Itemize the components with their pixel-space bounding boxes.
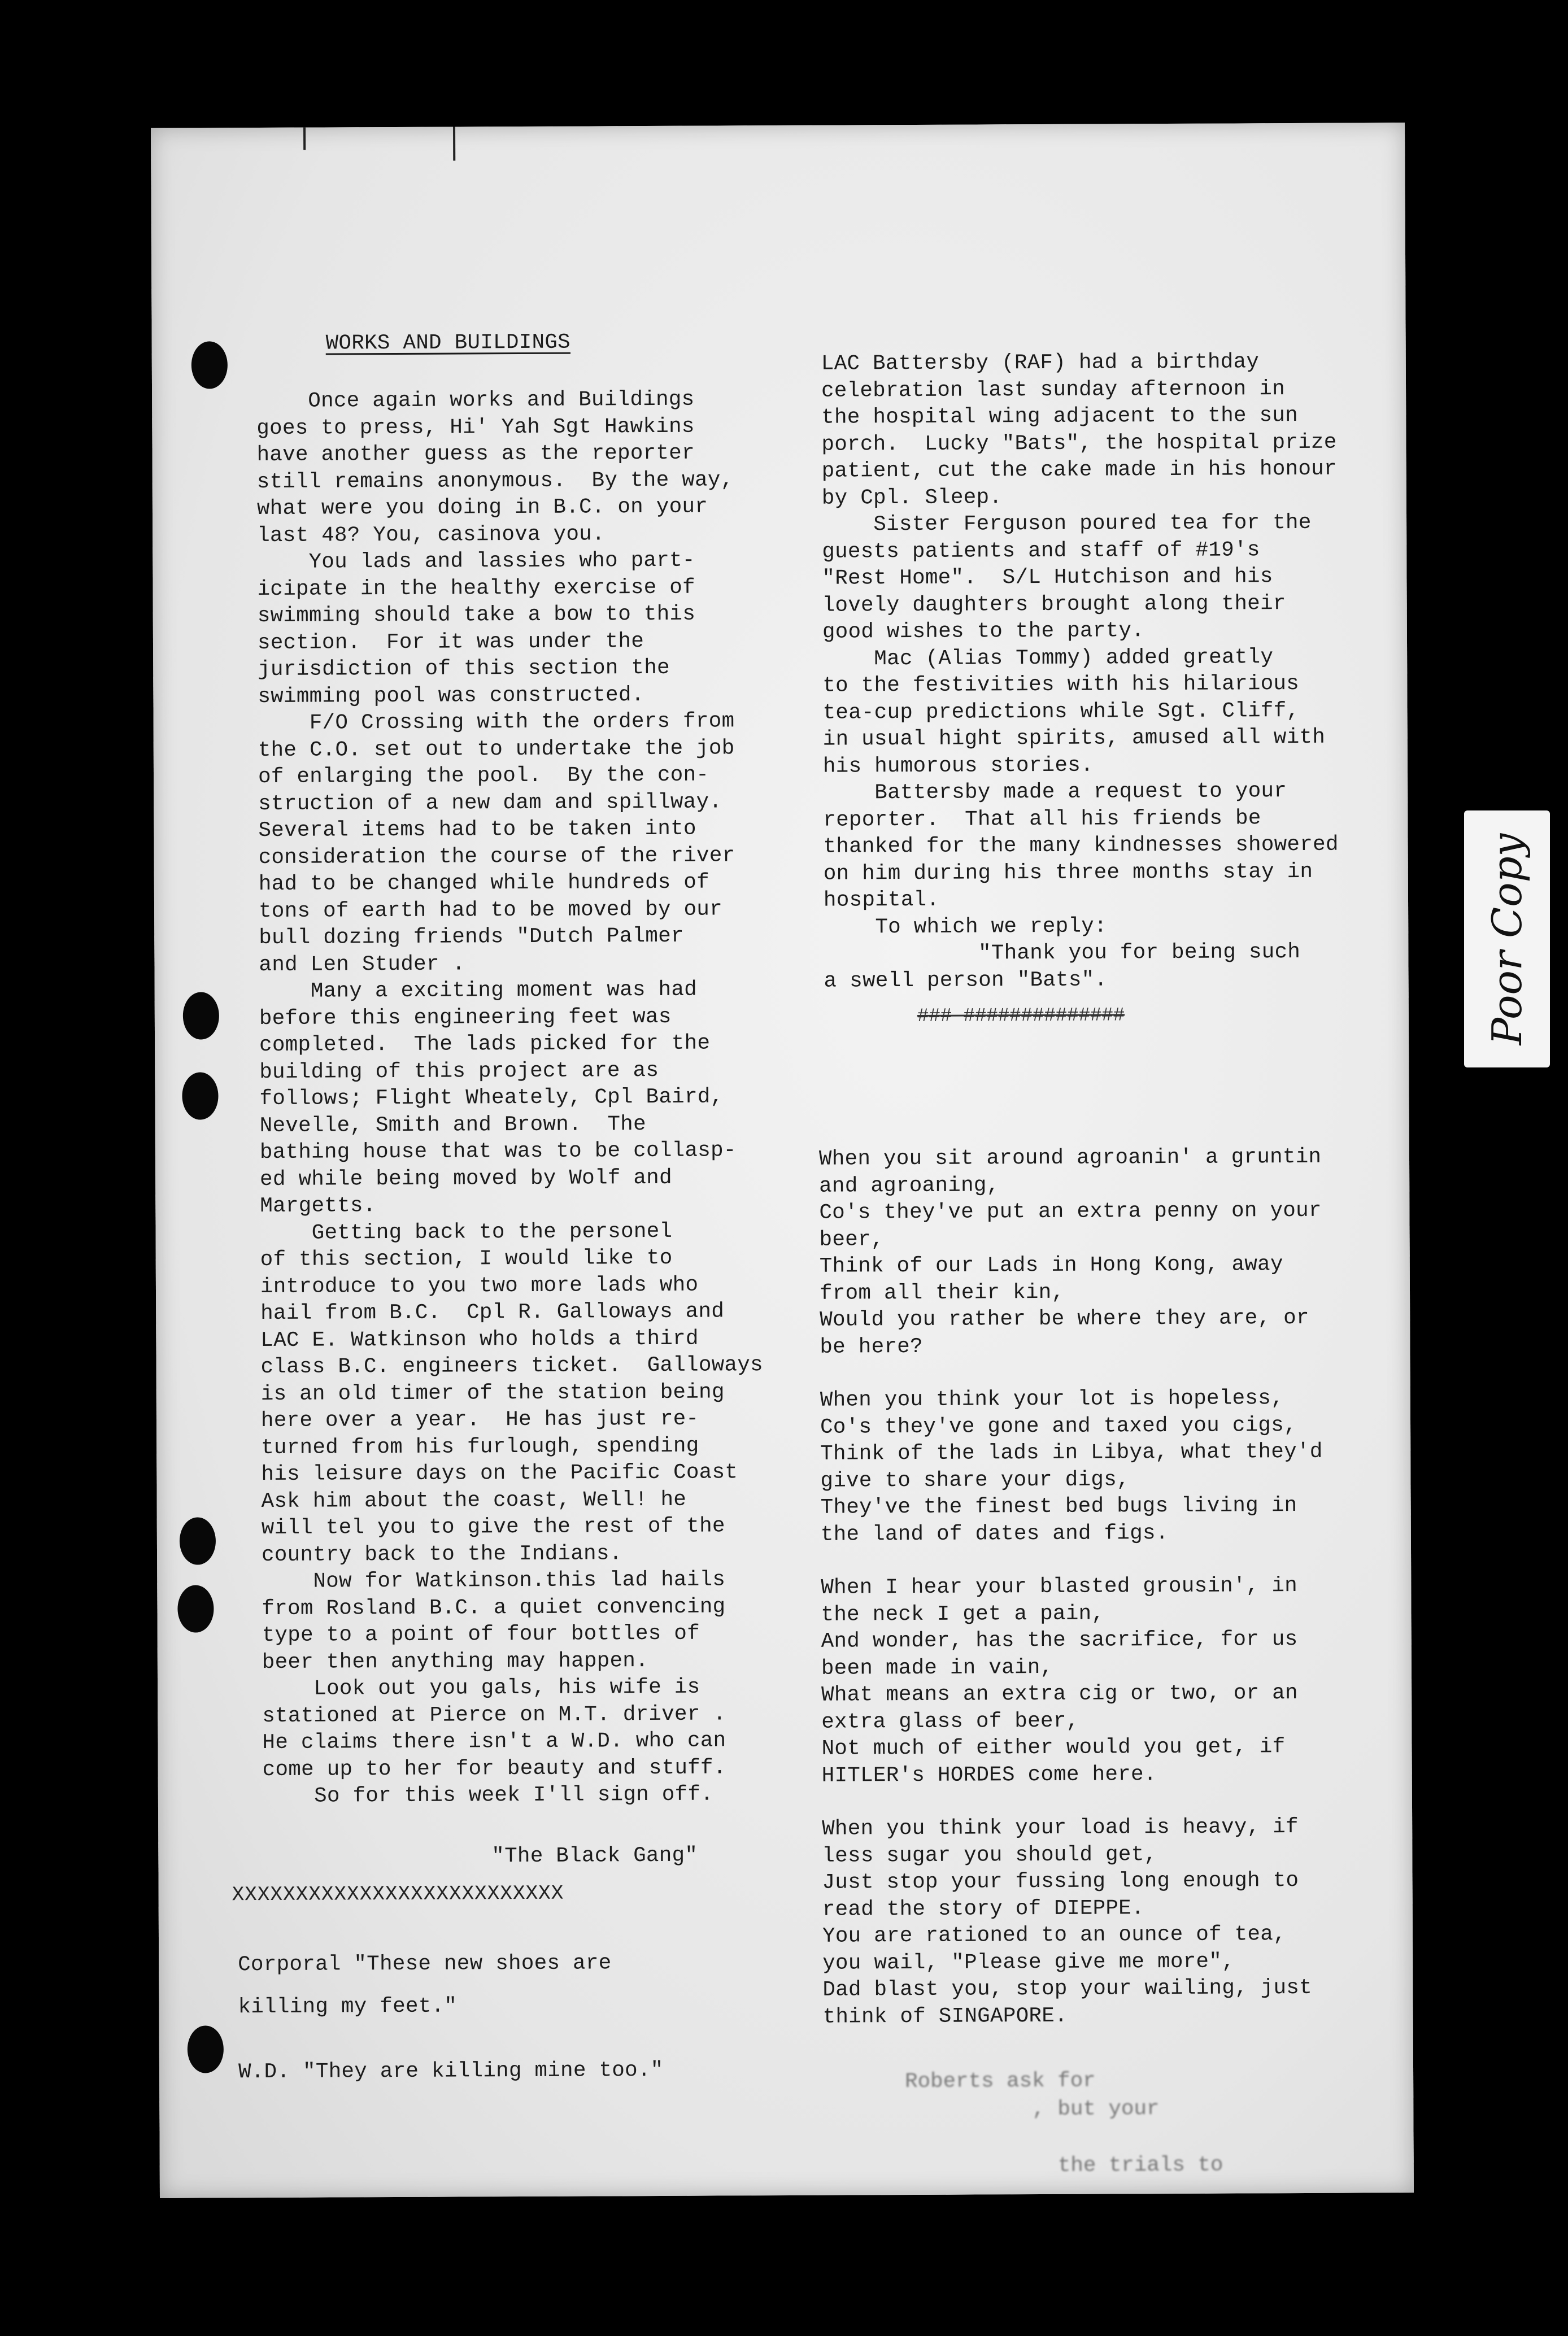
scan-mark	[303, 128, 306, 150]
stanza-gap	[821, 1546, 1323, 1575]
text-line: Many a exciting moment was had	[259, 978, 698, 1004]
right-column-body	[821, 349, 1339, 995]
poem-line: They've the finest bed bugs living in	[820, 1494, 1297, 1520]
punch-hole	[180, 1517, 216, 1564]
poor-copy-text: Poor Copy	[1483, 833, 1531, 1045]
text-line: You lads and lassies who part-	[257, 548, 695, 575]
text-line: tea-cup predictions while Sgt. Cliff,	[822, 699, 1300, 725]
text-line: a swell person "Bats".	[824, 967, 1108, 993]
text-line: from Rosland B.C. a quiet convencing	[262, 1594, 726, 1621]
text-line: porch. Lucky "Bats", the hospital prize	[821, 430, 1337, 457]
text-line: hail from B.C. Cpl R. Galloways and	[260, 1300, 725, 1326]
poem-line: When you think your lot is hopeless,	[820, 1387, 1284, 1413]
text-line: of this section, I would like to	[260, 1246, 673, 1272]
text-line: will tel you to give the rest of the	[261, 1514, 725, 1541]
poem-line: You are rationed to an ounce of tea,	[822, 1923, 1287, 1949]
poem-line: give to share your digs,	[820, 1467, 1130, 1493]
poem-line: And wonder, has the sacrifice, for us	[821, 1628, 1298, 1654]
text-line: To which we reply:	[824, 914, 1107, 940]
text-line: building of this project are as	[259, 1058, 659, 1084]
poem-line: When you sit around agroanin' a gruntin	[818, 1145, 1322, 1171]
text-line: ed while being moved by Wolf and	[260, 1166, 672, 1192]
punch-hole	[183, 992, 219, 1039]
left-column-body	[256, 386, 765, 1810]
text-line: icipate in the healthy exercise of	[257, 576, 695, 602]
poem-line: the land of dates and figs.	[820, 1521, 1169, 1547]
text-line: guests patients and staff of #19's	[822, 538, 1260, 564]
text-line: bathing house that was to be collasp-	[259, 1139, 737, 1165]
faded-text	[803, 2067, 1223, 2181]
poem-line: Not much of either would you get, if	[821, 1735, 1286, 1761]
text-line: by Cpl. Sleep.	[821, 485, 1003, 511]
poem-line: HITLER's HORDES come here.	[821, 1762, 1157, 1788]
poem-line: Co's they've gone and taxed you cigs,	[820, 1413, 1297, 1440]
text-line: country back to the Indians.	[261, 1541, 622, 1567]
text-line: reporter. That all his friends be	[823, 806, 1261, 833]
text-line: follows; Flight Wheately, Cpl Baird,	[259, 1085, 724, 1112]
scan-mark	[453, 127, 455, 161]
poem-line: When you think your load is heavy, if	[822, 1815, 1299, 1841]
separator-line: ### ##############	[917, 1005, 1125, 1027]
text-line: Look out you gals, his wife is	[262, 1675, 700, 1702]
text-line: is an old timer of the station being	[260, 1380, 725, 1406]
text-line: "Thank you for being such	[824, 940, 1301, 966]
text-line: tons of earth had to be moved by our	[258, 897, 723, 923]
text-line: Nevelle, Smith and Brown. The	[259, 1112, 646, 1138]
poem	[819, 1144, 1325, 2031]
joke-line: W.D. "They are killing mine too."	[238, 2058, 664, 2085]
text-line: Mac (Alias Tommy) added greatly	[822, 645, 1274, 672]
poem-line: extra glass of beer,	[821, 1709, 1079, 1734]
text-line: section. For it was under the	[257, 629, 644, 655]
text-line: struction of a new dam and spillway.	[258, 790, 722, 816]
text-line: LAC Battersby (RAF) had a birthday	[821, 350, 1260, 376]
text-line: stationed at Pierce on M.T. driver .	[262, 1702, 726, 1728]
text-line: celebration last sunday afternoon in	[821, 377, 1286, 403]
poem-line: Co's they've put an extra penny on your	[819, 1198, 1322, 1225]
document-page	[151, 123, 1414, 2198]
text-line: beer then anything may happen.	[262, 1649, 649, 1675]
poem-line: been made in vain,	[821, 1655, 1053, 1681]
text-line: come up to her for beauty and stuff.	[262, 1755, 726, 1782]
text-line: Getting back to the personel	[260, 1219, 673, 1245]
text-line: LAC E. Watkinson who holds a third	[260, 1327, 699, 1353]
separator-line: XXXXXXXXXXXXXXXXXXXXXXXXXX	[232, 1881, 564, 1907]
text-line: swimming should take a bow to this	[257, 602, 696, 629]
punch-hole	[188, 2025, 224, 2073]
text-line: to the festivities with his hilarious	[822, 672, 1300, 698]
text-line: thanked for the many kindnesses showered	[823, 833, 1339, 859]
poem-line: Think of our Lads in Hong Kong, away	[819, 1253, 1283, 1279]
text-line: his humorous stories.	[822, 753, 1094, 779]
poor-copy-label	[1464, 810, 1550, 1067]
text-line: good wishes to the party.	[822, 619, 1145, 644]
faded-line: , but your	[803, 2097, 1160, 2123]
text-line: F/O Crossing with the orders from	[258, 709, 735, 736]
text-line: here over a year. He has just re-	[260, 1407, 699, 1433]
text-line: his leisure days on the Pacific Coast	[261, 1461, 738, 1487]
text-line: swimming pool was constructed.	[258, 683, 644, 709]
text-line: consideration the course of the river	[258, 843, 735, 870]
poem-line: from all their kin,	[819, 1280, 1065, 1306]
text-line: introduce to you two more lads who	[260, 1273, 699, 1299]
text-line: hospital.	[823, 888, 940, 913]
text-line: on him during his three months stay in	[823, 860, 1313, 886]
text-line: He claims there isn't a W.D. who can	[262, 1729, 726, 1755]
text-line: Once again works and Buildings	[256, 387, 695, 414]
text-line: have another guess as the reporter	[256, 441, 695, 468]
poem-line: Think of the lads in Libya, what they'd	[820, 1440, 1323, 1466]
poem-line: think of SINGAPORE.	[822, 2004, 1068, 2029]
text-line: last 48? You, casinova you.	[257, 522, 605, 548]
text-line: lovely daughters brought along their	[822, 591, 1286, 618]
text-line: of enlarging the pool. By the con-	[258, 763, 709, 790]
text-line: Sister Ferguson poured tea for the	[822, 511, 1312, 537]
text-line: goes to press, Hi' Yah Sgt Hawkins	[256, 415, 695, 441]
text-line: So for this week I'll sign off.	[262, 1782, 714, 1809]
poem-line: Dad blast you, stop your wailing, just	[822, 1976, 1313, 2002]
signature: "The Black Gang"	[491, 1843, 698, 1869]
poem-line: What means an extra cig or two, or an	[821, 1681, 1298, 1707]
text-line: turned from his furlough, spending	[261, 1434, 699, 1460]
text-line: and Len Studer .	[259, 952, 465, 977]
poem-line: be here?	[820, 1335, 923, 1359]
stanza-gap	[820, 1359, 1323, 1388]
section-heading: WORKS AND BUILDINGS	[325, 330, 571, 356]
text-line: bull dozing friends "Dutch Palmer	[259, 924, 684, 951]
joke-line: Corporal "These new shoes are	[238, 1951, 612, 1977]
punch-hole	[191, 341, 228, 389]
joke-line: killing my feet."	[238, 1994, 458, 2020]
text-line: "Rest Home". S/L Hutchison and his	[822, 565, 1273, 591]
text-line: Several items had to be taken into	[258, 817, 696, 843]
text-line: completed. The lads picked for the	[259, 1031, 711, 1058]
text-line: class B.C. engineers ticket. Galloways	[260, 1353, 764, 1380]
poem-line: less sugar you should get,	[822, 1842, 1157, 1868]
text-line: Ask him about the coast, Well! he	[261, 1488, 687, 1514]
poem-line: and agroaning,	[819, 1173, 1000, 1198]
text-line: the C.O. set out to undertake the job	[258, 736, 735, 762]
punch-hole	[177, 1585, 214, 1632]
text-line: in usual hight spirits, amused all with	[822, 725, 1326, 752]
text-line: the hospital wing adjacent to the sun	[821, 404, 1299, 430]
text-line: type to a point of four bottles of	[262, 1622, 700, 1648]
text-line: Battersby made a request to your	[823, 779, 1287, 805]
text-line: jurisdiction of this section the	[258, 656, 670, 682]
poem-line: Just stop your fussing long enough to	[822, 1869, 1299, 1895]
punch-hole	[182, 1072, 218, 1119]
poem-line: Would you rather be where they are, or	[820, 1306, 1309, 1332]
text-line: before this engineering feet was	[259, 1005, 672, 1031]
poem-line: read the story of DIEPPE.	[822, 1896, 1144, 1922]
text-line: had to be changed while hundreds of	[258, 870, 710, 897]
faded-line: the trials to	[803, 2153, 1223, 2179]
poem-line: you wail, "Please give me more",	[822, 1950, 1235, 1976]
poem-line: beer,	[819, 1227, 884, 1252]
faded-line: Roberts ask for	[803, 2069, 1096, 2094]
text-line: Now for Watkinson.this lad hails	[262, 1568, 726, 1594]
text-line: what were you doing in B.C. on your	[256, 495, 708, 521]
text-line: still remains anonymous. By the way,	[256, 468, 734, 494]
poem-line: the neck I get a pain,	[821, 1602, 1105, 1627]
text-line: patient, cut the cake made in his honour	[821, 457, 1337, 483]
poem-line: When I hear your blasted grousin', in	[821, 1574, 1298, 1600]
faded-line	[803, 2123, 1223, 2153]
stanza-gap	[822, 1788, 1325, 1816]
text-line: Margetts.	[260, 1194, 376, 1219]
